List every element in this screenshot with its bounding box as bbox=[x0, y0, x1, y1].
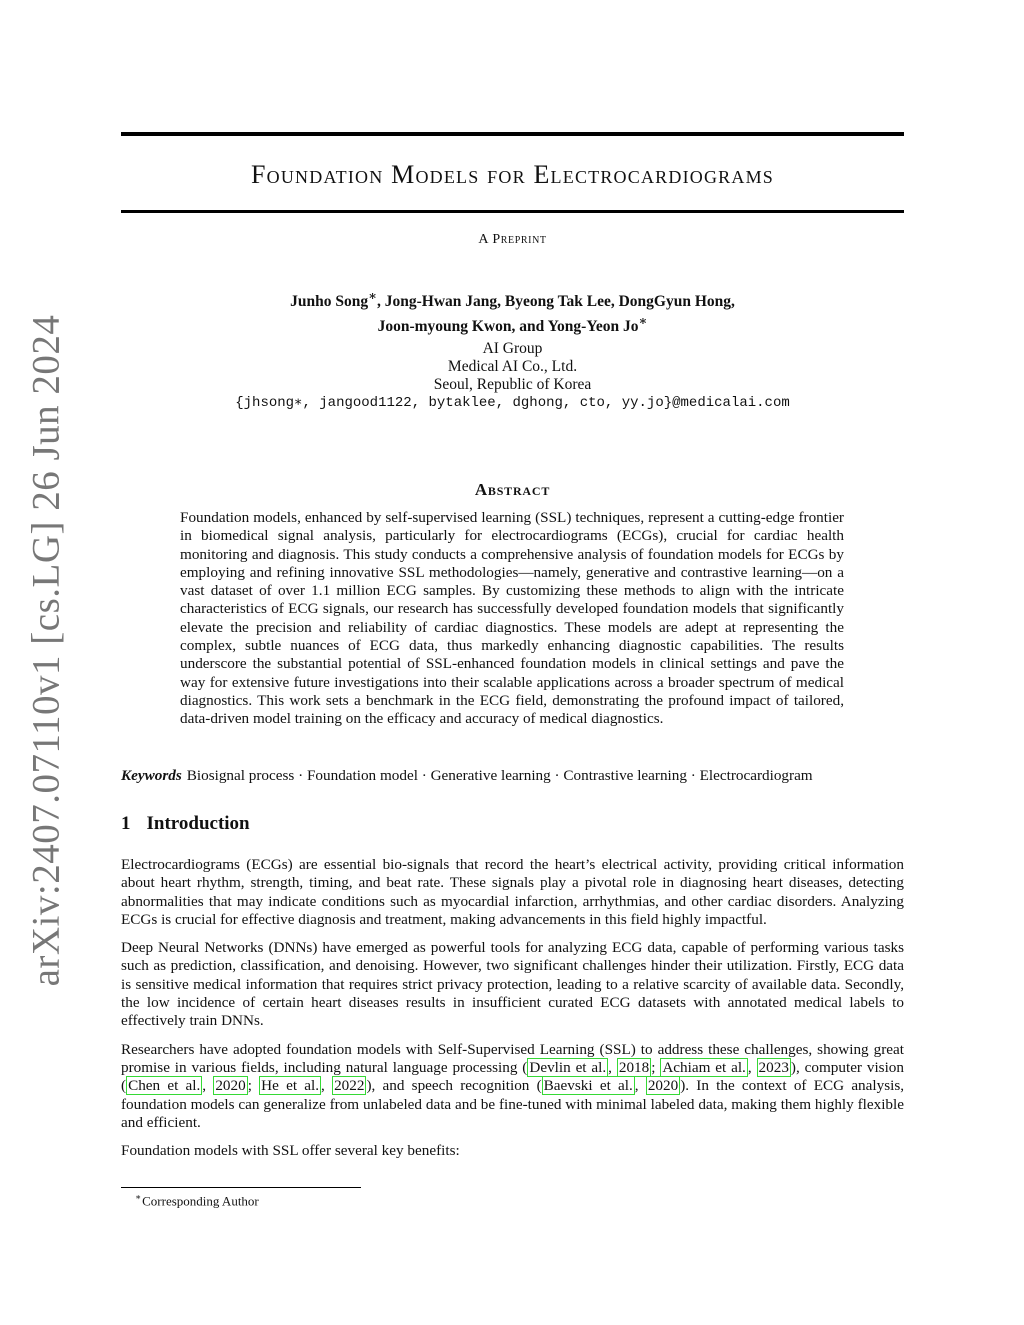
author-line-1 bbox=[121, 286, 904, 311]
citation-devlin-year[interactable]: 2018 bbox=[618, 1058, 650, 1076]
citation-baevski-year[interactable]: 2020 bbox=[647, 1077, 679, 1095]
title-rule-top bbox=[121, 132, 904, 136]
paragraph: Electrocardiograms (ECGs) are essential bio-signals that record the heart’s electrical activity, providing critical information about heart rhythm, strength, timing, and beat rate. These signals play a pivotal role in diagnosing heart diseases, detecting abnormalities that may indicate conditions such as myocardial infarction, arrhythmias, and other cardiac disorders. Analyzing ECGs is crucial for effective diagnosis and treatment, making advancements in this field highly impactful. bbox=[121, 856, 904, 928]
citation-achiam[interactable]: Achiam et al. bbox=[662, 1058, 746, 1076]
citation-devlin[interactable]: Devlin et al. bbox=[529, 1058, 607, 1076]
paragraph-with-citations: Researchers have adopted foundation models with Self-Supervised Learning (SSL) to address these challenges, showing great promise in various fields, including natural language processing ( Devlin et al. , 2018 ; Achiam et al. , 2023 ), computer vision ( Chen et al. , 2020 ; He et al. , 2022 ), and speech recognition ( Baevski et al. , 2020 ). In the context of ECG analysis, foundation models can generalize from unlabeled data and be fine-tuned with minimal labeled data, making them highly flexible and efficient. bbox=[121, 1040, 905, 1131]
section-number: 1 bbox=[121, 813, 131, 834]
abstract-heading: Abstract bbox=[474, 480, 551, 499]
section-body bbox=[121, 856, 904, 1170]
section-title: Introduction bbox=[146, 813, 250, 834]
arxiv-side-stamp bbox=[16, 314, 76, 986]
paper-title: Foundation Models for Electrocardiograms bbox=[251, 160, 774, 189]
footnote-text: Corresponding Author bbox=[142, 1193, 259, 1209]
footnote bbox=[135, 1192, 259, 1209]
author-last: Joon-myoung Kwon, and Yong-Yeon Jo bbox=[377, 318, 639, 336]
citation-chen[interactable]: Chen et al. bbox=[128, 1077, 201, 1095]
citation-chen-year[interactable]: 2020 bbox=[215, 1077, 246, 1095]
paragraph: Foundation models with SSL offer several key benefits: bbox=[121, 1142, 460, 1160]
keywords-line bbox=[121, 767, 904, 785]
arxiv-identifier: arXiv:2407.07110v1 [cs.LG] 26 Jun 2024 bbox=[24, 314, 68, 986]
author-emails: {jhsong∗, jangood1122, bytaklee, dghong, cto, yy.jo}@medicalai.com bbox=[235, 395, 790, 411]
keywords-text: Biosignal process · Foundation model · Generative learning · Contrastive learning · Electrocardiogram bbox=[186, 767, 813, 784]
footnote-rule bbox=[121, 1187, 361, 1188]
section-heading bbox=[121, 813, 250, 835]
affiliation-company: Medical AI Co., Ltd. bbox=[447, 358, 578, 375]
abstract-text: Foundation models, enhanced by self-supervised learning (SSL) techniques, represent a cutting-edge frontier in biomedical signal analysis, particularly for electrocardiograms (ECGs), crucial for cardiac health monitoring and diagnosis. This study conducts a comprehensive analysis of foundation models for ECGs by employing and refining innovative SSL methodologies—namely, generative and contrastive learning—on a vast dataset of over 1.1 million ECG samples. By customizing these methods to align with the intricate characteristics of ECG signals, our research has successfully developed foundation models that significantly elevate the precision and reliability of cardiac diagnostics. These models are adept at representing the complex, subtle nuances of ECG data, thus markedly enhancing diagnostic capabilities. The results underscore the substantial potential of SSL-enhanced foundation models in clinical settings and pave the way for extensive future investigations into their scalable applications across a broader spectrum of medical diagnostics. This work sets a benchmark in the ECG field, demonstrating the profound impact of tailored, data-driven model training on the efficacy and accuracy of medical diagnostics. bbox=[180, 509, 844, 728]
citation-he-year[interactable]: 2022 bbox=[334, 1077, 365, 1095]
footnote-mark: ∗ bbox=[135, 1192, 142, 1202]
affiliation-location: Seoul, Republic of Korea bbox=[433, 376, 592, 393]
author-list bbox=[121, 286, 904, 336]
citation-achiam-year[interactable]: 2023 bbox=[758, 1058, 789, 1076]
author-first: Junho Song bbox=[290, 293, 369, 311]
paragraph: Deep Neural Networks (DNNs) have emerged as powerful tools for analyzing ECG data, capable of performing various tasks such as prediction, classification, and denoising. However, two significant challenges hinder their utilization. Firstly, ECG data is sensitive medical information that requires strict privacy protection, leading to a relative scarcity of available data. Secondly, the low incidence of certain heart diseases results in insufficient curated ECG datasets with annotated medical labels to effectively train DNNs. bbox=[121, 939, 904, 1030]
citation-he[interactable]: He et al. bbox=[261, 1077, 320, 1095]
keywords-label: Keywords bbox=[121, 767, 182, 784]
corresponding-mark: ∗ bbox=[368, 288, 377, 303]
affiliation-group: AI Group bbox=[482, 340, 543, 357]
preprint-label: A Preprint bbox=[478, 232, 547, 247]
author-rest: , Jong-Hwan Jang, Byeong Tak Lee, DongGyun Hong, bbox=[377, 293, 735, 311]
author-line-2 bbox=[121, 311, 904, 336]
title-rule-bottom bbox=[121, 210, 904, 213]
citation-baevski[interactable]: Baevski et al. bbox=[543, 1077, 633, 1095]
affiliation-block bbox=[121, 340, 904, 412]
corresponding-mark: ∗ bbox=[638, 313, 648, 329]
